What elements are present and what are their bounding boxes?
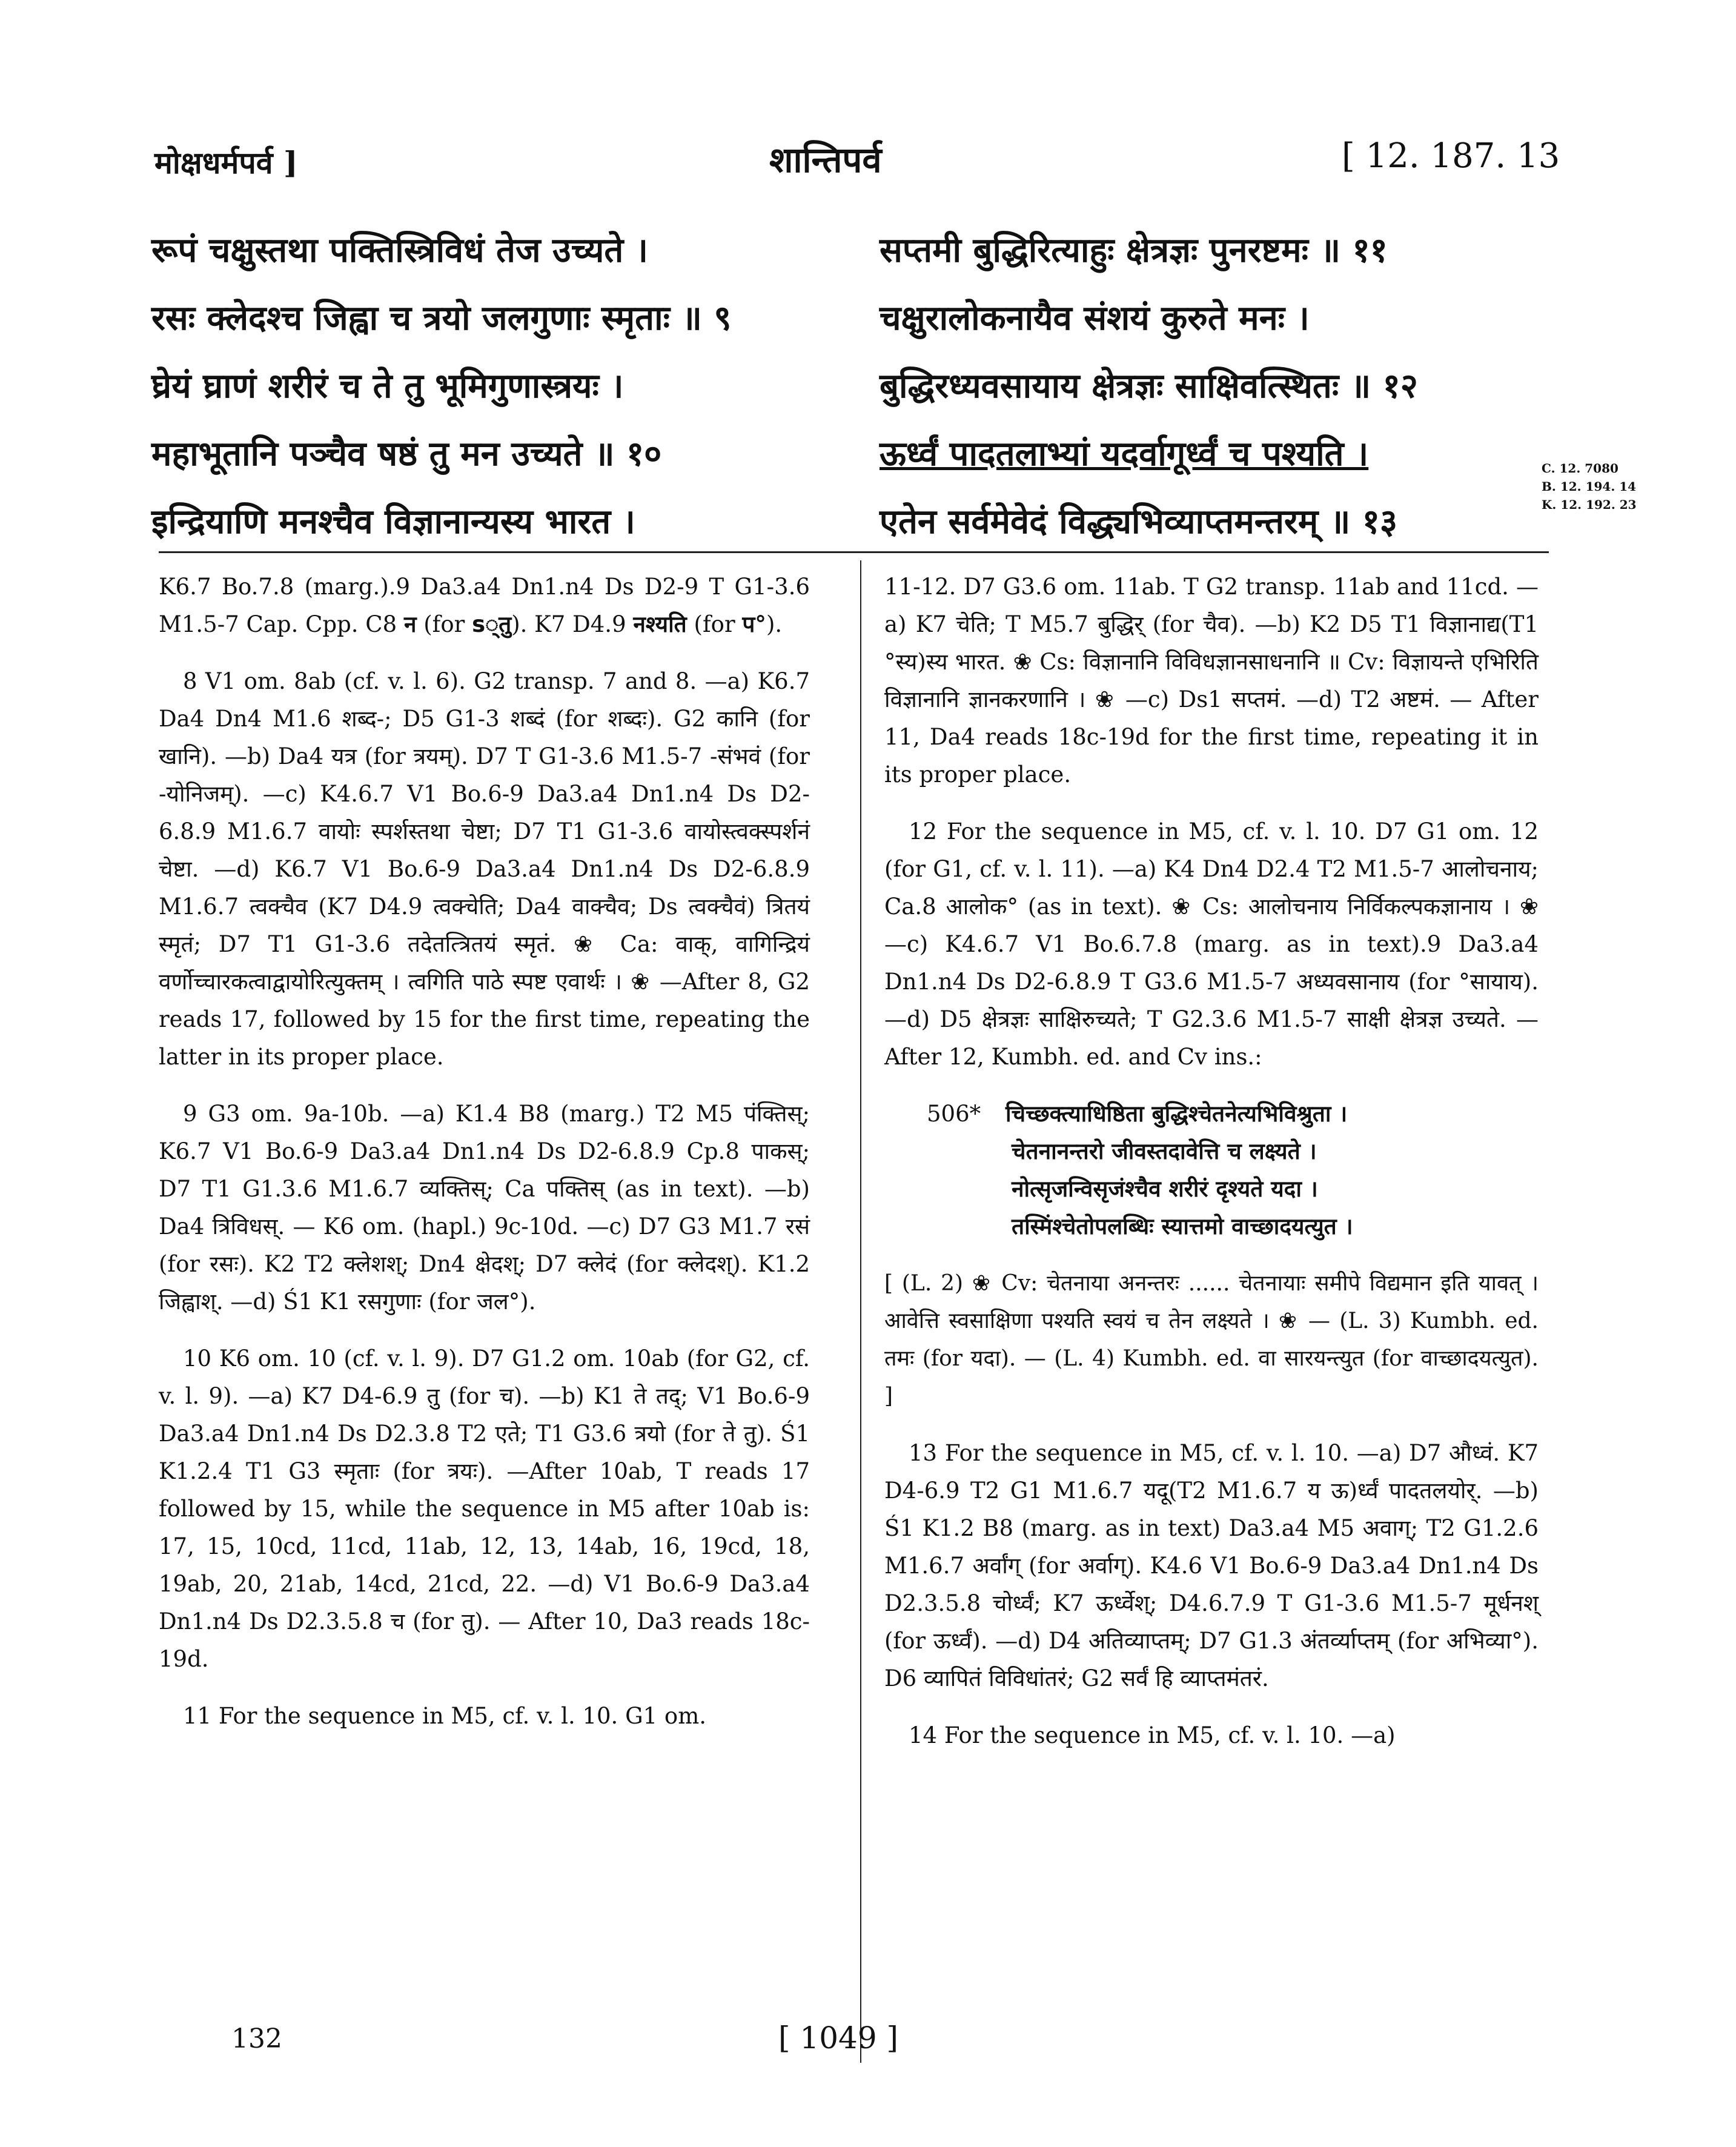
footer-page-number-left: 132 bbox=[231, 2023, 282, 2054]
margin-ref: B. 12. 194. 14 bbox=[1542, 479, 1637, 494]
margin-ref: K. 12. 192. 23 bbox=[1542, 497, 1637, 512]
footer-page-number-center: [ 1049 ] bbox=[778, 2020, 899, 2056]
text-run: s्तु bbox=[472, 611, 512, 637]
header-left: मोक्षधर्मपर्व ] bbox=[154, 145, 298, 181]
apparatus-right-column bbox=[884, 568, 1539, 1774]
margin-ref: C. 12. 7080 bbox=[1542, 461, 1618, 476]
insert-note: [ (L. 2) ❀ Cv: चेतनाया अनन्तरः ...... चेतनायाः समीपे विद्यमान इति यावत् । आवेत्ति स्वसाक्षिणा पश्यति स्वयं च तेन लक्ष्यते । ❀ — (L. 3) Kumbh. ed. तमः (for यदा). — (L. 4) Kumbh. ed. वा सारयन्त्युत (for वाच्छादयत्युत). ] bbox=[884, 1271, 1539, 1409]
text-run: प° bbox=[742, 611, 766, 637]
horizontal-rule bbox=[159, 551, 1549, 553]
verse-line: रूपं चक्षुस्तथा पक्तिस्त्रिविधं तेज उच्यते । bbox=[151, 231, 648, 270]
column-divider bbox=[860, 560, 861, 2063]
header-center: शान्तिपर्व bbox=[769, 139, 882, 181]
verse-line: रसः क्लेदश्च जिह्वा च त्रयो जलगुणाः स्मृताः ॥ ९ bbox=[151, 299, 732, 338]
apparatus-left-column bbox=[159, 568, 810, 1754]
verse-line: ऊर्ध्वं पादतलाभ्यां यदर्वागूर्ध्वं च पश्यति । bbox=[880, 434, 1369, 474]
verse-block-left bbox=[151, 217, 878, 556]
apparatus-paragraph-14: 14 For the sequence in M5, cf. v. l. 10. —a) bbox=[909, 1722, 1396, 1748]
text-run: (for bbox=[686, 611, 743, 637]
text-run: K6.7 Bo.7.8 (marg.).9 Da3.a4 Dn1.n4 Ds D2-9 T G1-3.6 M1.5-7 Cap. Cpp. C8 bbox=[159, 574, 810, 637]
text-run: (for bbox=[416, 611, 472, 637]
insert-line: चेतनानन्तरो जीवस्तदावेत्ति च लक्ष्यते । bbox=[1012, 1138, 1317, 1164]
text-run: न bbox=[403, 611, 417, 637]
apparatus-paragraph-12: 12 For the sequence in M5, cf. v. l. 10. D7 G1 om. 12 (for G1, cf. v. l. 11). —a) K4 Dn4 D2.4 T2 M1.5-7 आलोचनाय; Ca.8 आलोक° (as in text). ❀ Cs: आलोचनाय निर्विकल्पकज्ञानाय । ❀ —c) K4.6.7 V1 Bo.6.7.8 (marg. as in text).9 Da3.a4 Dn1.n4 Ds D2-6.8.9 T G3.6 M1.5-7 अध्यवसानाय (for °सायाय). —d) D5 क्षेत्रज्ञः साक्षिरुच्यते; T G2.3.6 M1.5-7 साक्षी क्षेत्रज्ञ उच्यते. —After 12, Kumbh. ed. and Cv ins.: bbox=[884, 818, 1539, 1070]
apparatus-paragraph bbox=[159, 568, 810, 643]
text-run: नश्यति bbox=[633, 611, 687, 637]
apparatus-paragraph-11-12: 11-12. D7 G3.6 om. 11ab. T G2 transp. 11ab and 11cd. —a) K7 चेति; T M5.7 बुद्धिर् (for चैव). —b) K2 D5 T1 विज्ञानाद्य(T1 °स्य)स्य भारत. ❀ Cs: विज्ञानानि विविधज्ञानसाधनानि ॥ Cv: विज्ञायन्ते एभिरिति विज्ञानानि ज्ञानकरणानि । ❀ —c) Ds1 सप्तमं. —d) T2 अष्टमं. — After 11, Da4 reads 18c-19d for the first time, repeating it in its proper place. bbox=[884, 574, 1539, 788]
apparatus-paragraph-13: 13 For the sequence in M5, cf. v. l. 10. —a) D7 औध्वं. K7 D4-6.9 T2 G1 M1.6.7 यदू(T2 M1.6.7 य ऊ)र्ध्वं पादतलयोर्. —b) Ś1 K1.2 B8 (marg. as in text) Da3.a4 M5 अवाग्; T2 G1.2.6 M1.6.7 अर्वांग् (for अर्वाग्). K4.6 V1 Bo.6-9 Da3.a4 Dn1.n4 Ds D2.3.5.8 चोर्ध्वं; K7 ऊर्ध्वेश्; D4.6.7.9 T G1-3.6 M1.5-7 मूर्धनश् (for ऊर्ध्वं). —d) D4 अतिव्याप्तम्; D7 G1.3 अंतर्व्याप्तम् (for अभिव्या°). D6 व्यापितं विविधांतरं; G2 सर्वं हि व्याप्तमंतरं. bbox=[884, 1440, 1539, 1691]
verse-line: सप्तमी बुद्धिरित्याहुः क्षेत्रज्ञः पुनरष्टमः ॥ ११ bbox=[880, 231, 1388, 270]
apparatus-paragraph-11: 11 For the sequence in M5, cf. v. l. 10. G1 om. bbox=[183, 1703, 707, 1729]
verse-block-right bbox=[880, 217, 1546, 556]
text-run: ). bbox=[766, 611, 783, 637]
insert-number: 506* bbox=[927, 1101, 981, 1127]
insert-line: तस्मिंश्चेतोपलब्धिः स्यात्तमो वाच्छादयत्युत । bbox=[1012, 1213, 1353, 1239]
verse-line: घ्रेयं घ्राणं शरीरं च ते तु भूमिगुणास्त्रयः । bbox=[151, 367, 624, 406]
apparatus-paragraph-10: 10 K6 om. 10 (cf. v. l. 9). D7 G1.2 om. 10ab (for G2, cf. v. l. 9). —a) K7 D4-6.9 तु (for च). —b) K1 ते तद्; V1 Bo.6-9 Da3.a4 Dn1.n4 Ds D2.3.8 T2 एते; T1 G3.6 त्रयो (for ते तु). Ś1 K1.2.4 T1 G3 स्मृताः (for त्रयः). —After 10ab, T reads 17 followed by 15, while the sequence in M5 after 10ab is: 17, 15, 10cd, 11cd, 11ab, 12, 13, 14ab, 16, 19cd, 18, 19ab, 20, 21ab, 14cd, 21cd, 22. —d) V1 Bo.6-9 Da3.a4 Dn1.n4 Ds D2.3.5.8 च (for तु). — After 10, Da3 reads 18c-19d. bbox=[159, 1346, 810, 1672]
margin-references bbox=[1542, 459, 1663, 514]
verse-line: एतेन सर्वमेवेदं विद्ध्यभिव्याप्तमन्तरम् ॥ १३ bbox=[880, 502, 1398, 542]
apparatus-paragraph-8: 8 V1 om. 8ab (cf. v. l. 6). G2 transp. 7 and 8. —a) K6.7 Da4 Dn4 M1.6 शब्द-; D5 G1-3 शब्दं (for शब्दः). G2 कानि (for खानि). —b) Da4 यत्र (for त्रयम्). D7 T G1-3.6 M1.5-7 -संभवं (for -योनिजम्). —c) K4.6.7 V1 Bo.6-9 Da3.a4 Dn1.n4 Ds D2-6.8.9 M1.6.7 वायोः स्पर्शस्तथा चेष्टा; D7 T1 G1-3.6 वायोस्त्वक्स्पर्शनं चेष्टा. —d) K6.7 V1 Bo.6-9 Da3.a4 Dn1.n4 Ds D2-6.8.9 M1.6.7 त्वक्चैव (K7 D4.9 त्वक्चेति; Da4 वाक्चैव; Ds त्वक्चैवं) त्रितयं स्मृतं; D7 T1 G1-3.6 तदेतत्त्रितयं स्मृतं. ❀ Ca: वाक्, वागिन्द्रियं वर्णोच्चारकत्वाद्वायोरित्युक्तम् । त्वगिति पाठे स्पष्ट एवार्थः । ❀ —After 8, G2 reads 17, followed by 15 for the first time, repeating the latter in its proper place. bbox=[159, 668, 810, 1070]
verse-line: चक्षुरालोकनायैव संशयं कुरुते मनः । bbox=[880, 299, 1310, 338]
text-run: ). K7 D4.9 bbox=[511, 611, 634, 637]
insert-line: चिच्छक्त्याधिष्ठिता बुद्धिश्चेतनेत्यभिविश्रुता । bbox=[1005, 1101, 1348, 1127]
verse-line: महाभूतानि पञ्चैव षष्ठं तु मन उच्यते ॥ १० bbox=[151, 434, 662, 474]
insert-line: नोत्सृजन्विसृजंश्चैव शरीरं दृश्यते यदा । bbox=[1012, 1176, 1318, 1202]
verse-line: बुद्धिरध्यवसायाय क्षेत्रज्ञः साक्षिवत्स्थितः ॥ १२ bbox=[880, 367, 1418, 406]
insert-passage bbox=[884, 1095, 1539, 1246]
apparatus-paragraph-9: 9 G3 om. 9a-10b. —a) K1.4 B8 (marg.) T2 M5 पंक्तिस्; K6.7 V1 Bo.6-9 Da3.a4 Dn1.n4 Ds D2-6.8.9 Cp.8 पाकस्; D7 T1 G1.3.6 M1.6.7 व्यक्तिस्; Ca पक्तिस् (as in text). —b) Da4 त्रिविधस्. — K6 om. (hapl.) 9c-10d. —c) D7 G3 M1.7 रसं (for रसः). K2 T2 क्लेशश्; Dn4 क्षेदश्; D7 क्लेदं (for क्लेदश्). K1.2 जिह्वाश्. —d) Ś1 K1 रसगुणाः (for जल°). bbox=[159, 1101, 810, 1315]
verse-line: इन्द्रियाणि मनश्चैव विज्ञानान्यस्य भारत । bbox=[151, 502, 635, 542]
header-right: [ 12. 187. 13 bbox=[1342, 136, 1560, 176]
